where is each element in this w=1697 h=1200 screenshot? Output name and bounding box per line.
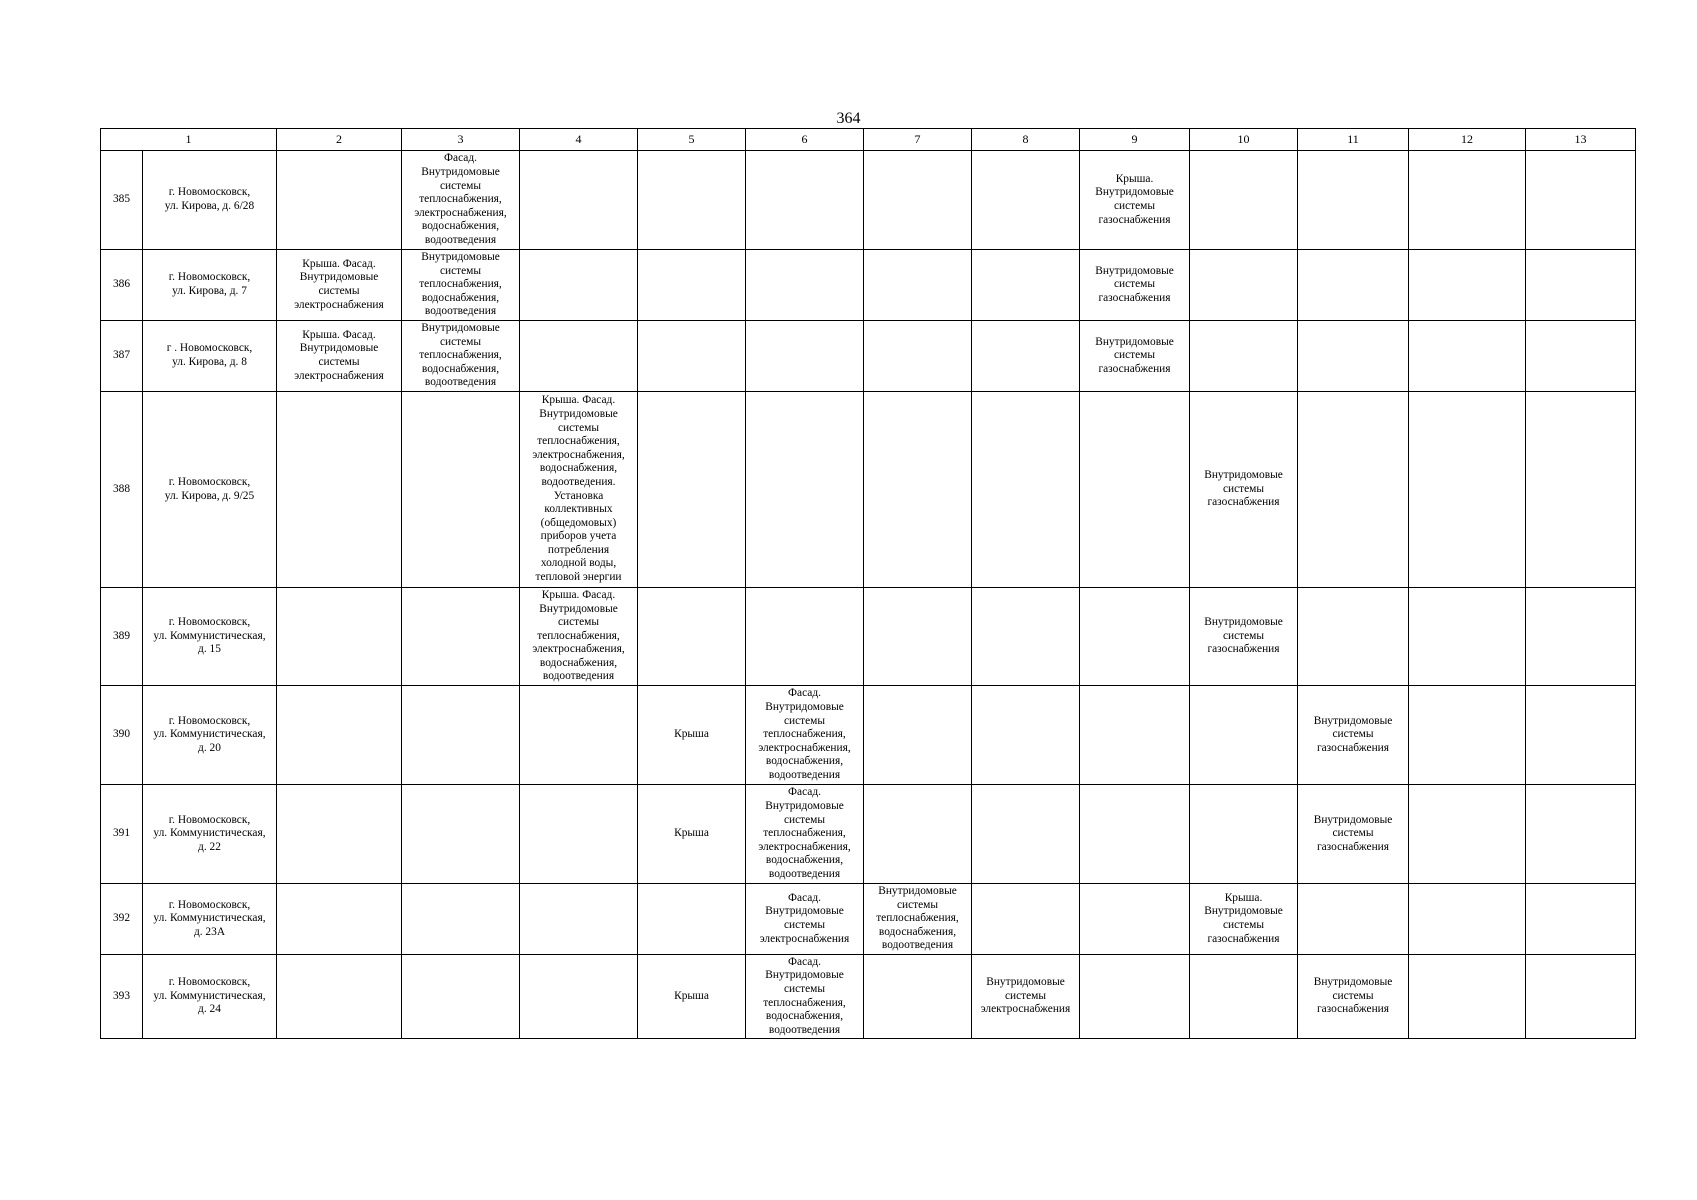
work-cell-col-5 <box>638 955 746 1039</box>
table-row <box>101 392 1636 588</box>
work-description-line: системы <box>1222 919 1265 931</box>
work-description-line: газоснабжения <box>1316 1003 1390 1016</box>
work-cell-col-12 <box>1409 588 1526 686</box>
address-line: ул. Кирова, д. 6/28 <box>164 200 255 212</box>
work-cell-col-5 <box>638 686 746 785</box>
work-cell-col-3 <box>402 884 520 955</box>
work-cell-col-12 <box>1409 151 1526 250</box>
work-description-line: водоотведения <box>881 939 954 952</box>
row-number-cell: 390 <box>101 686 143 785</box>
work-description-line: водоотведения <box>424 376 497 389</box>
work-cell-col-10 <box>1190 785 1298 884</box>
work-cell-col-4 <box>520 151 638 250</box>
work-cell-col-3 <box>402 785 520 884</box>
work-cell-col-3 <box>402 250 520 321</box>
address-cell <box>143 686 277 785</box>
work-description-line: водоснабжения, <box>539 462 618 475</box>
work-description-line: водоснабжения, <box>421 362 500 375</box>
work-description-line: Фасад. <box>444 152 477 165</box>
work-cell-col-8 <box>972 151 1080 250</box>
work-description-line: системы <box>1332 827 1374 840</box>
work-description-line: системы <box>439 264 482 277</box>
work-cell-col-12 <box>1409 686 1526 785</box>
work-cell-col-11 <box>1298 392 1409 588</box>
work-description-line: теплоснабжения, <box>763 827 846 840</box>
work-cell-col-9 <box>1080 151 1190 250</box>
work-cell-col-4 <box>520 686 638 785</box>
address-line: ул. Коммунистическая, <box>153 827 266 840</box>
work-cell-col-2 <box>277 151 402 250</box>
work-cell-col-5 <box>638 785 746 884</box>
row-number-cell: 386 <box>101 250 143 321</box>
work-cell-col-10 <box>1190 392 1298 588</box>
work-description-line: системы <box>1222 482 1265 495</box>
work-description-line: теплоснабжения, <box>537 435 620 448</box>
work-description-line: водоотведения <box>768 1023 841 1036</box>
work-cell-col-7 <box>864 250 972 321</box>
work-cell-col-5 <box>638 392 746 588</box>
work-description-line: системы <box>896 898 939 911</box>
address-cell <box>143 250 277 321</box>
work-cell-col-8 <box>972 321 1080 392</box>
work-cell-col-3 <box>402 686 520 785</box>
work-cell-col-10 <box>1190 250 1298 321</box>
address-line: г. Новомосковск, <box>168 475 251 488</box>
work-description-line: водоотведения <box>768 768 841 781</box>
work-cell-col-10 <box>1190 321 1298 392</box>
work-description-line: газоснабжения <box>1098 213 1171 226</box>
address-line: г. Новомосковск, <box>168 271 251 284</box>
work-description-line: водоотведения <box>424 305 497 318</box>
address-line: г . Новомосковск, <box>166 342 253 355</box>
work-cell-col-13 <box>1526 588 1636 686</box>
work-description-line: Внутридомовые <box>1095 264 1174 277</box>
work-cell-col-13 <box>1526 151 1636 250</box>
work-description-line: Крыша. <box>1224 891 1263 904</box>
repair-schedule-table <box>100 128 1636 1039</box>
work-cell-col-7 <box>864 588 972 686</box>
table-row <box>101 151 1636 250</box>
work-cell-col-4 <box>520 321 638 392</box>
work-cell-col-7 <box>864 321 972 392</box>
work-description-line: Крыша <box>674 827 709 840</box>
address-line: ул. Кирова, д. 7 <box>172 285 247 297</box>
work-description-line: системы <box>783 982 826 995</box>
work-cell-col-11 <box>1298 321 1409 392</box>
work-description-line: системы <box>1332 728 1374 741</box>
work-description-line: Внутридомовые <box>299 271 379 284</box>
work-cell-col-12 <box>1409 250 1526 321</box>
page-number: 364 <box>836 110 861 127</box>
work-description-line: водоотведения <box>424 233 497 246</box>
work-description-line: Внутридомовые <box>539 602 618 615</box>
work-cell-col-11 <box>1298 884 1409 955</box>
work-description-line: коллективных <box>544 503 613 516</box>
work-description-line: теплоснабжения, <box>419 193 502 206</box>
work-description-line: водоснабжения, <box>421 220 500 233</box>
work-cell-col-2 <box>277 955 402 1039</box>
work-description-line: системы <box>1113 278 1156 291</box>
work-cell-col-8 <box>972 785 1080 884</box>
work-cell-col-8 <box>972 250 1080 321</box>
work-description-line: водоснабжения, <box>878 925 957 938</box>
work-description-line: Внутридомовые <box>765 905 844 918</box>
work-description-line: системы <box>783 813 826 826</box>
work-cell-col-7 <box>864 884 972 955</box>
work-description-line: Фасад. <box>788 955 821 968</box>
address-cell <box>143 955 277 1039</box>
work-cell-col-6 <box>746 151 864 250</box>
table-row <box>101 686 1636 785</box>
work-description-line: водоснабжения, <box>765 755 844 768</box>
work-cell-col-6 <box>746 321 864 392</box>
work-cell-col-10 <box>1190 884 1298 955</box>
table-header <box>101 129 1636 151</box>
column-header-6: 6 <box>746 129 864 151</box>
table-body <box>101 151 1636 1039</box>
work-cell-col-6 <box>746 884 864 955</box>
work-description-line: системы <box>318 285 360 297</box>
address-line: ул. Коммунистическая, <box>153 629 266 642</box>
work-description-line: Внутридомовые <box>539 407 618 420</box>
work-description-line: системы <box>439 335 482 348</box>
work-cell-col-11 <box>1298 955 1409 1039</box>
work-description-line: Крыша. Фасад. <box>541 588 616 601</box>
work-cell-col-9 <box>1080 884 1190 955</box>
table-row <box>101 250 1636 321</box>
work-cell-col-4 <box>520 588 638 686</box>
work-description-line: теплоснабжения, <box>876 912 959 925</box>
work-cell-col-3 <box>402 588 520 686</box>
work-description-line: электроснабжения, <box>532 448 625 461</box>
address-cell <box>143 151 277 250</box>
work-cell-col-13 <box>1526 884 1636 955</box>
work-cell-col-12 <box>1409 392 1526 588</box>
work-description-line: системы <box>1113 200 1156 212</box>
work-description-line: электроснабжения, <box>532 643 625 656</box>
work-description-line: системы <box>557 421 600 434</box>
work-description-line: электроснабжения, <box>758 741 851 754</box>
work-cell-col-6 <box>746 250 864 321</box>
work-cell-col-11 <box>1298 151 1409 250</box>
work-description-line: Внутридомовые <box>1204 616 1283 629</box>
work-description-line: водоотведения. <box>541 475 616 488</box>
work-description-line: Внутридомовые <box>421 251 500 264</box>
column-header-12: 12 <box>1409 129 1526 151</box>
work-description-line: Внутридомовые <box>1313 976 1393 989</box>
work-description-line: приборов учета <box>540 530 617 543</box>
work-cell-col-5 <box>638 321 746 392</box>
work-cell-col-11 <box>1298 686 1409 785</box>
work-description-line: теплоснабжения, <box>763 728 846 741</box>
column-number-row <box>101 129 1636 151</box>
work-cell-col-6 <box>746 588 864 686</box>
work-cell-col-6 <box>746 392 864 588</box>
work-description-line: электроснабжения <box>294 369 384 382</box>
column-header-10: 10 <box>1190 129 1298 151</box>
work-cell-col-10 <box>1190 588 1298 686</box>
work-cell-col-7 <box>864 151 972 250</box>
work-cell-col-2 <box>277 250 402 321</box>
work-cell-col-2 <box>277 321 402 392</box>
row-number-cell: 385 <box>101 151 143 250</box>
address-line: д. 22 <box>198 840 221 853</box>
work-description-line: Крыша. Фасад. <box>541 394 616 407</box>
column-header-9: 9 <box>1080 129 1190 151</box>
row-number-cell: 389 <box>101 588 143 686</box>
work-description-line: Внутридомовые <box>299 342 379 355</box>
work-description-line: Внутридомовые <box>1204 905 1283 918</box>
work-description-line: водоотведения <box>542 670 615 683</box>
work-cell-col-5 <box>638 588 746 686</box>
column-header-3: 3 <box>402 129 520 151</box>
work-description-line: газоснабжения <box>1098 362 1171 375</box>
work-cell-col-7 <box>864 955 972 1039</box>
work-description-line: Внутридомовые <box>1204 469 1283 482</box>
work-cell-col-4 <box>520 955 638 1039</box>
work-description-line: водоснабжения, <box>765 1010 844 1023</box>
address-line: д. 15 <box>198 643 221 656</box>
work-cell-col-3 <box>402 321 520 392</box>
work-cell-col-5 <box>638 151 746 250</box>
address-cell <box>143 321 277 392</box>
work-description-line: электроснабжения <box>294 298 384 311</box>
table-row <box>101 321 1636 392</box>
row-number-cell: 388 <box>101 392 143 588</box>
work-description-line: системы <box>783 919 826 931</box>
work-cell-col-12 <box>1409 321 1526 392</box>
work-cell-col-7 <box>864 392 972 588</box>
address-line: ул. Коммунистическая, <box>153 912 266 925</box>
work-cell-col-3 <box>402 955 520 1039</box>
work-cell-col-3 <box>402 151 520 250</box>
work-description-line: системы <box>1222 629 1265 642</box>
table-row <box>101 785 1636 884</box>
work-description-line: электроснабжения, <box>414 206 507 219</box>
work-cell-col-11 <box>1298 250 1409 321</box>
work-cell-col-13 <box>1526 321 1636 392</box>
work-description-line: Внутридомовые <box>1313 813 1393 826</box>
work-description-line: теплоснабжения, <box>419 349 502 362</box>
work-cell-col-8 <box>972 955 1080 1039</box>
work-cell-col-11 <box>1298 588 1409 686</box>
column-header-8: 8 <box>972 129 1080 151</box>
work-cell-col-9 <box>1080 686 1190 785</box>
address-line: ул. Коммунистическая, <box>153 728 266 741</box>
work-cell-col-9 <box>1080 392 1190 588</box>
table-row <box>101 955 1636 1039</box>
work-description-line: Внутридомовые <box>1095 335 1174 348</box>
work-description-line: теплоснабжения, <box>763 996 846 1009</box>
work-description-line: Крыша. Фасад. <box>302 257 376 270</box>
work-description-line: водоснабжения, <box>539 656 618 669</box>
work-description-line: холодной воды, <box>540 557 617 570</box>
work-description-line: Внутридомовые <box>1313 714 1393 727</box>
work-description-line: Внутридомовые <box>1095 186 1174 199</box>
work-description-line: Внутридомовые <box>765 701 844 714</box>
address-line: г. Новомосковск, <box>168 976 251 989</box>
row-number-cell: 387 <box>101 321 143 392</box>
work-description-line: Фасад. <box>788 891 821 904</box>
work-description-line: газоснабжения <box>1207 932 1280 945</box>
work-cell-col-9 <box>1080 321 1190 392</box>
work-description-line: Внутридомовые <box>421 322 500 335</box>
work-cell-col-10 <box>1190 955 1298 1039</box>
column-header-7: 7 <box>864 129 972 151</box>
work-cell-col-6 <box>746 785 864 884</box>
work-cell-col-4 <box>520 785 638 884</box>
work-description-line: (общедомовых) <box>540 516 617 529</box>
work-cell-col-2 <box>277 588 402 686</box>
work-description-line: Внутридомовые <box>765 969 844 982</box>
work-cell-col-6 <box>746 686 864 785</box>
work-description-line: Внутридомовые <box>421 166 500 179</box>
work-cell-col-12 <box>1409 884 1526 955</box>
work-description-line: газоснабжения <box>1316 741 1390 754</box>
address-cell <box>143 785 277 884</box>
work-cell-col-8 <box>972 884 1080 955</box>
work-description-line: системы <box>783 714 826 727</box>
work-description-line: системы <box>557 616 600 629</box>
work-description-line: Крыша <box>674 989 709 1002</box>
work-cell-col-9 <box>1080 785 1190 884</box>
work-cell-col-12 <box>1409 955 1526 1039</box>
work-description-line: тепловой энергии <box>535 571 622 584</box>
work-cell-col-7 <box>864 686 972 785</box>
row-number-cell: 392 <box>101 884 143 955</box>
work-cell-col-8 <box>972 686 1080 785</box>
row-number-cell: 391 <box>101 785 143 884</box>
work-description-line: Фасад. <box>788 786 821 799</box>
work-cell-col-13 <box>1526 392 1636 588</box>
work-description-line: Крыша. <box>1115 172 1154 185</box>
work-description-line: теплоснабжения, <box>537 629 620 642</box>
address-line: г. Новомосковск, <box>168 898 251 911</box>
work-description-line: Крыша. Фасад. <box>302 328 376 341</box>
address-line: г. Новомосковск, <box>168 186 251 199</box>
work-cell-col-10 <box>1190 686 1298 785</box>
work-description-line: Внутридомовые <box>765 800 844 813</box>
row-number-cell: 393 <box>101 955 143 1039</box>
work-cell-col-5 <box>638 884 746 955</box>
work-description-line: водоснабжения, <box>765 854 844 867</box>
address-line: г. Новомосковск, <box>168 616 251 629</box>
column-header-4: 4 <box>520 129 638 151</box>
address-line: д. 20 <box>198 741 221 754</box>
work-description-line: газоснабжения <box>1316 840 1390 853</box>
address-cell <box>143 392 277 588</box>
address-line: д. 24 <box>198 1003 221 1016</box>
work-description-line: Крыша <box>674 728 709 741</box>
column-header-11: 11 <box>1298 129 1409 151</box>
work-cell-col-8 <box>972 392 1080 588</box>
work-cell-col-2 <box>277 686 402 785</box>
work-cell-col-5 <box>638 250 746 321</box>
work-description-line: Внутридомовые <box>878 885 957 898</box>
work-cell-col-2 <box>277 392 402 588</box>
work-cell-col-8 <box>972 588 1080 686</box>
address-line: г. Новомосковск, <box>168 714 251 727</box>
work-cell-col-9 <box>1080 250 1190 321</box>
work-description-line: Установка <box>553 489 604 502</box>
address-cell <box>143 884 277 955</box>
work-cell-col-6 <box>746 955 864 1039</box>
address-line: ул. Кирова, д. 9/25 <box>164 489 255 502</box>
work-description-line: электроснабжения <box>759 932 850 945</box>
work-description-line: электроснабжения <box>980 1003 1071 1016</box>
work-cell-col-13 <box>1526 955 1636 1039</box>
work-cell-col-13 <box>1526 785 1636 884</box>
work-description-line: системы <box>1113 349 1156 362</box>
address-cell <box>143 588 277 686</box>
work-description-line: газоснабжения <box>1207 643 1280 656</box>
work-cell-col-9 <box>1080 955 1190 1039</box>
work-description-line: Внутридомовые <box>986 976 1065 989</box>
work-description-line: системы <box>439 179 482 192</box>
work-cell-col-9 <box>1080 588 1190 686</box>
work-description-line: Фасад. <box>788 687 821 700</box>
address-line: ул. Кирова, д. 8 <box>172 356 247 368</box>
work-cell-col-12 <box>1409 785 1526 884</box>
work-cell-col-3 <box>402 392 520 588</box>
table-row <box>101 588 1636 686</box>
column-header-13: 13 <box>1526 129 1636 151</box>
work-cell-col-2 <box>277 884 402 955</box>
work-cell-col-2 <box>277 785 402 884</box>
column-header-1: 1 <box>101 129 277 151</box>
work-cell-col-4 <box>520 884 638 955</box>
work-cell-col-13 <box>1526 686 1636 785</box>
work-cell-col-7 <box>864 785 972 884</box>
work-description-line: водоотведения <box>768 867 841 880</box>
work-cell-col-13 <box>1526 250 1636 321</box>
address-line: д. 23А <box>193 925 226 938</box>
work-cell-col-4 <box>520 250 638 321</box>
work-cell-col-4 <box>520 392 638 588</box>
column-header-5: 5 <box>638 129 746 151</box>
work-description-line: газоснабжения <box>1207 496 1280 509</box>
work-cell-col-10 <box>1190 151 1298 250</box>
table-row <box>101 884 1636 955</box>
work-description-line: теплоснабжения, <box>419 278 502 291</box>
column-header-2: 2 <box>277 129 402 151</box>
work-description-line: водоснабжения, <box>421 291 500 304</box>
work-cell-col-11 <box>1298 785 1409 884</box>
work-description-line: системы <box>1332 989 1374 1002</box>
work-description-line: газоснабжения <box>1098 291 1171 304</box>
address-line: г. Новомосковск, <box>168 813 251 826</box>
work-description-line: системы <box>318 356 360 368</box>
work-description-line: системы <box>1004 989 1047 1002</box>
work-description-line: электроснабжения, <box>758 840 851 853</box>
work-description-line: потребления <box>547 543 610 556</box>
address-line: ул. Коммунистическая, <box>153 989 266 1002</box>
